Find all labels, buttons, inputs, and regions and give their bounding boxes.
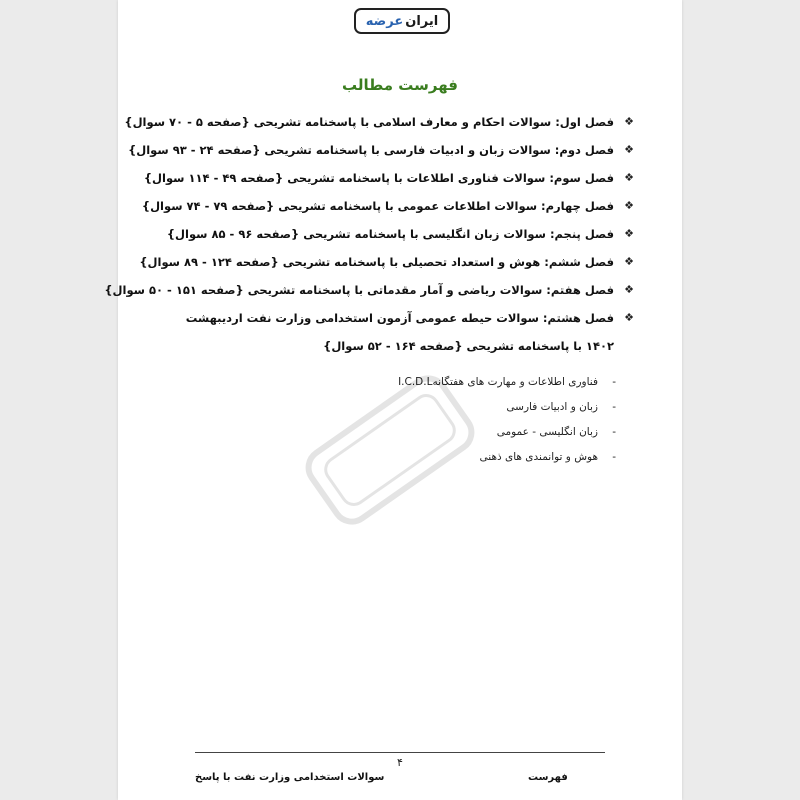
dash-icon: - xyxy=(612,376,616,388)
footer-divider xyxy=(195,752,605,753)
toc-item: ❖ فصل اول: سوالات احکام و معارف اسلامی با پاسخنامه تشریحی {صفحه ۵ - ۷۰ سوال} xyxy=(174,108,634,136)
diamond-bullet-icon: ❖ xyxy=(624,115,634,128)
toc-item: ❖ فصل هشتم: سوالات حیطه عمومی آزمون استخدامی وزارت نفت اردیبهشت ۱۴۰۲ با پاسخنامه تشریحی {صفحه ۱۶۴ - ۵۲ سوال} xyxy=(174,304,634,360)
diamond-bullet-icon: ❖ xyxy=(624,227,634,240)
table-of-contents xyxy=(104,108,634,360)
diamond-bullet-icon: ❖ xyxy=(624,199,634,212)
footer-section-label: فهرست xyxy=(528,772,568,783)
dash-icon: - xyxy=(612,451,616,463)
logo-text-main: ایران xyxy=(405,13,439,29)
page-number: ۴ xyxy=(397,756,403,769)
toc-item: ❖ فصل پنجم: سوالات زبان انگلیسی با پاسخنامه تشریحی {صفحه ۹۶ - ۸۵ سوال} xyxy=(174,220,634,248)
toc-item: ❖ فصل ششم: هوش و استعداد تحصیلی با پاسخنامه تشریحی {صفحه ۱۲۴ - ۸۹ سوال} xyxy=(174,248,634,276)
subtopic-item: - زبان انگلیسی - عمومی xyxy=(316,420,616,445)
diamond-bullet-icon: ❖ xyxy=(624,311,634,324)
toc-item: ❖ فصل سوم: سوالات فناوری اطلاعات با پاسخنامه تشریحی {صفحه ۴۹ - ۱۱۴ سوال} xyxy=(174,164,634,192)
brand-logo xyxy=(354,8,450,34)
toc-item: ❖ فصل دوم: سوالات زبان و ادبیات فارسی با پاسخنامه تشریحی {صفحه ۲۴ - ۹۳ سوال} xyxy=(174,136,634,164)
footer-book-title: سوالات استخدامی وزارت نفت با پاسخ xyxy=(195,772,385,783)
logo-text-accent: عرضه xyxy=(365,13,404,29)
page-title: فهرست مطالب xyxy=(342,76,458,94)
subtopic-item: - هوش و توانمندی های ذهنی xyxy=(316,445,616,470)
dash-icon: - xyxy=(612,426,616,438)
dash-icon: - xyxy=(612,401,616,413)
diamond-bullet-icon: ❖ xyxy=(624,255,634,268)
diamond-bullet-icon: ❖ xyxy=(624,171,634,184)
toc-item: ❖ فصل هفتم: سوالات ریاضی و آمار مقدماتی با پاسخنامه تشریحی {صفحه ۱۵۱ - ۵۰ سوال} xyxy=(174,276,634,304)
subtopic-item: - زبان و ادبیات فارسی xyxy=(316,395,616,420)
subtopic-item: - فناوری اطلاعات و مهارت های هفتگانهI.C.D.L xyxy=(316,370,616,395)
toc-item: ❖ فصل چهارم: سوالات اطلاعات عمومی با پاسخنامه تشریحی {صفحه ۷۹ - ۷۴ سوال} xyxy=(174,192,634,220)
chapter-eight-subtopics xyxy=(316,370,616,470)
diamond-bullet-icon: ❖ xyxy=(624,283,634,296)
diamond-bullet-icon: ❖ xyxy=(624,143,634,156)
